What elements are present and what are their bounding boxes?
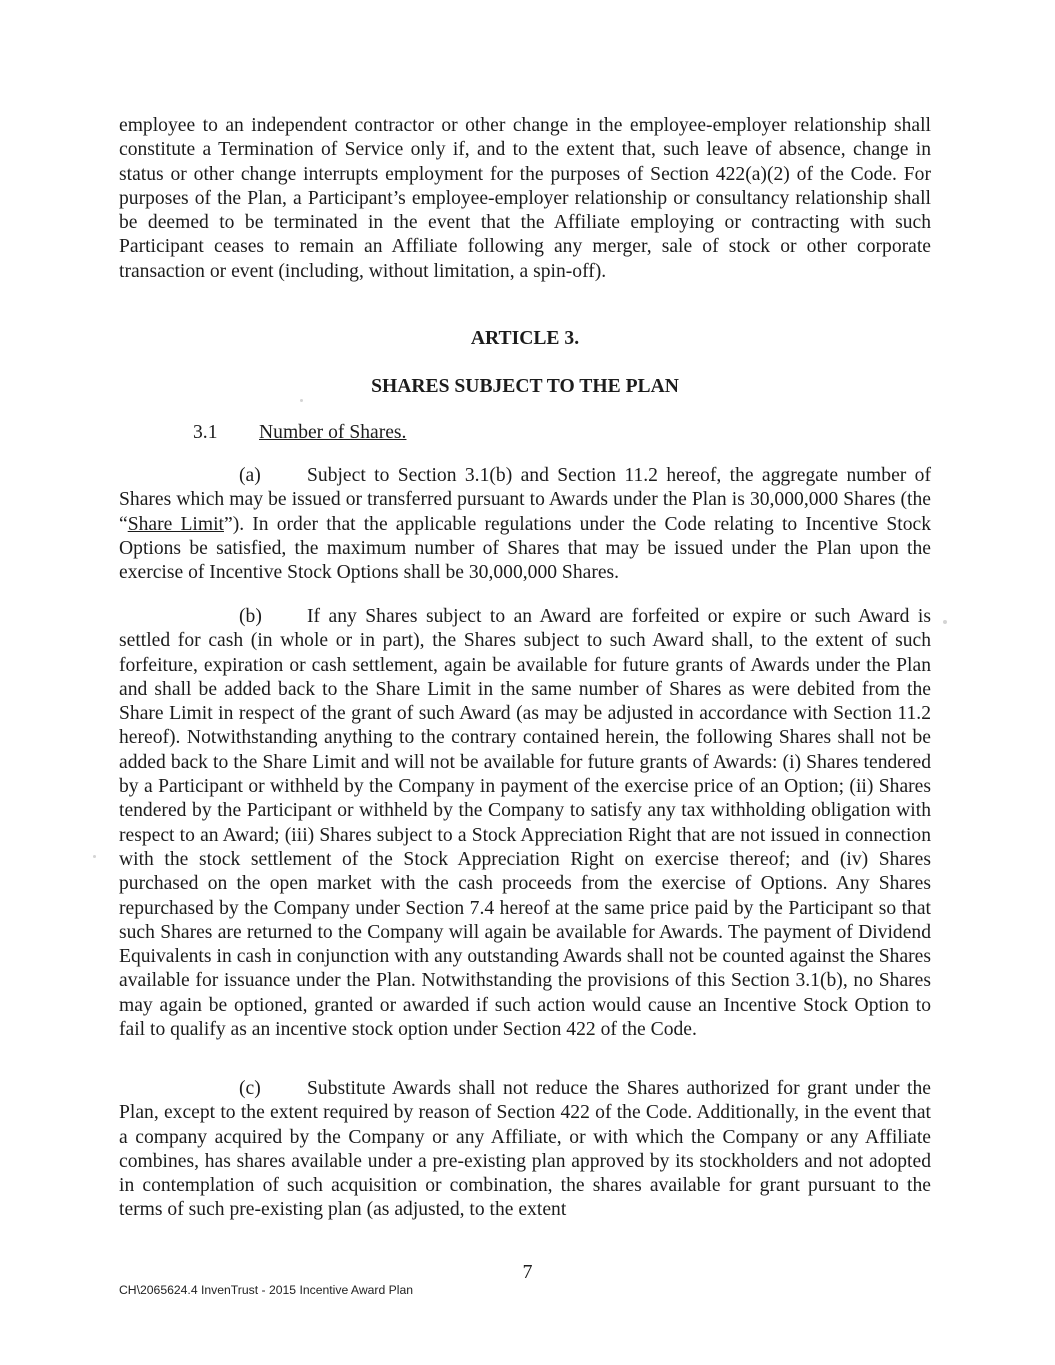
subsection-b — [119, 605, 931, 1042]
subsection-b-text: If any Shares subject to an Award are forfeited or expire or such Award is settled for cash (in whole or in part), the Shares subject to such Award shall, to the extent of such forfeiture, expiration or cash settlement, again be available for future grants of Awards under the Plan and shall be added back to the Share Limit in the same number of Shares as were debited from the Share Limit in respect of the grant of such Award (as may be adjusted in accordance with Section 11.2 hereof). Notwithstanding anything to the contrary contained herein, the following Shares shall not be added back to the Share Limit and will not be available for future grants of Awards: (i) Shares tendered by a Participant or withheld by the Company in payment of the exercise price of an Option; (ii) Shares tendered by the Participant or withheld by the Company to satisfy any tax withholding obligation with respect to an Award; (iii) Shares subject to a Stock Appreciation Right that are not issued in connection with the stock settlement of the Stock Appreciation Right on exercise thereof; and (iv) Shares purchased on the open market with the cash proceeds from the exercise of Options. Any Shares repurchased by the Company under Section 7.4 hereof at the same price paid by the Participant so that such Shares are returned to the Company will again be available for Awards. The payment of Dividend Equivalents in cash in conjunction with any outstanding Awards shall not be counted against the Shares available for issuance under the Plan. Notwithstanding the provisions of this Section 3.1(b), no Shares may again be optioned, granted or awarded if such action would cause an Incentive Stock Option to fail to qualify as an incentive stock option under Section 422 of the Code. — [119, 606, 931, 1041]
subsection-a-text-before-term: Subject to Section 3.1(b) and Section 11.2 hereof, the aggregate number of Shares which may be issued or transferred pursuant to Awards under the Plan is 30,000,000 Shares (the “ — [119, 465, 931, 535]
subsection-c-label: (c) — [239, 1078, 261, 1099]
subsection-c — [119, 1077, 931, 1223]
scan-speck — [943, 620, 947, 624]
share-limit-defined-term: Share Limit — [127, 513, 224, 535]
article-heading: ARTICLE 3. — [470, 328, 580, 349]
subsection-c-text: Substitute Awards shall not reduce the Shares authorized for grant under the Plan, except to the extent required by reason of Section 422 of the Code. Additionally, in the event that a company acquired by the Company or any Affiliate, or with which the Company or any Affiliate combines, has shares available under a pre-existing plan approved by its stockholders and not adopted in contemplation of such acquisition or combination, the shares available for grant pursuant to the terms of such pre-existing plan (as adjusted, to the extent — [119, 1078, 931, 1221]
section-number: 3.1 — [193, 422, 218, 443]
scan-speck — [300, 399, 303, 402]
subsection-a — [119, 464, 931, 585]
document-footer: CH\2065624.4 InvenTrust - 2015 Incentive Award Plan — [119, 1283, 414, 1297]
article-title: SHARES SUBJECT TO THE PLAN — [371, 376, 679, 397]
subsection-a-label: (a) — [239, 465, 261, 486]
section-title: Number of Shares. — [259, 422, 407, 443]
scan-speck — [93, 855, 96, 858]
intro-paragraph — [119, 114, 931, 284]
section-heading — [193, 421, 406, 445]
page-number: 7 — [522, 1261, 533, 1283]
intro-paragraph-text: employee to an independent contractor or other change in the employee-employer relationship shall constitute a Termination of Service only if, and to the extent that, such leave of absence, change in status or other change interrupts employment for the purposes of Section 422(a)(2) of the Code. For purposes of the Plan, a Participant’s employee-employer relationship or consultancy relationship shall be deemed to be terminated in the event that the Affiliate employing or contracting with such Participant ceases to remain an Affiliate following any merger, sale of stock or other corporate transaction or event (including, without limitation, a spin-off). — [119, 115, 931, 282]
subsection-a-text-after-term: ”). In order that the applicable regulations under the Code relating to Incentive Stock Options be satisfied, the maximum number of Shares that may be issued under the Plan upon the exercise of Incentive Stock Options shall be 30,000,000 Shares. — [119, 513, 931, 584]
subsection-b-label: (b) — [239, 606, 262, 627]
